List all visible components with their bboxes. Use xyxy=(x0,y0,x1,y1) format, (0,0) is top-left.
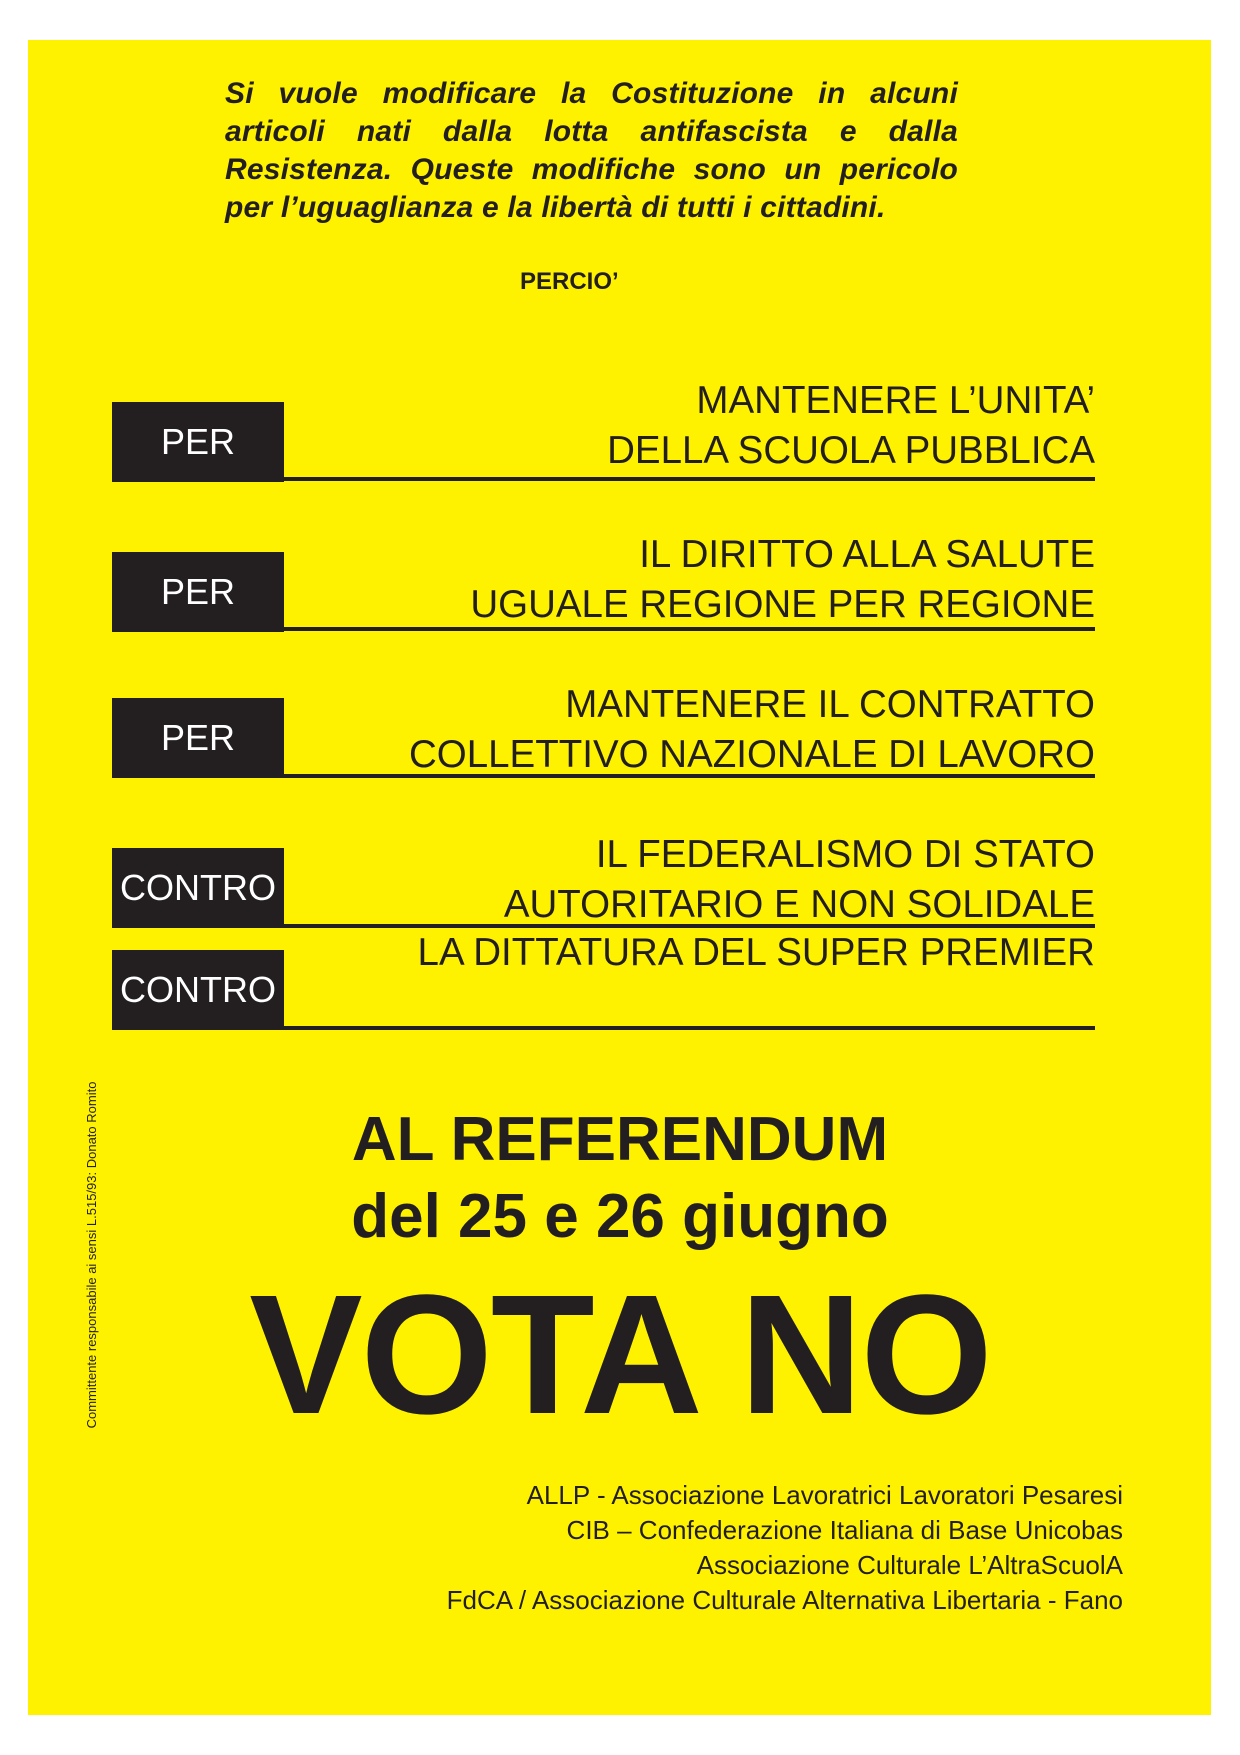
organizations-list xyxy=(447,1478,1123,1618)
list-item xyxy=(112,830,1095,930)
list-item xyxy=(112,380,1095,480)
item-line: IL FEDERALISMO DI STATO xyxy=(595,833,1095,876)
per-badge: PER xyxy=(112,552,284,632)
legal-sidenote: Committente responsabile ai sensi L.515/93: Donato Romito xyxy=(84,1081,99,1429)
list-item xyxy=(112,931,1095,1040)
headline-referendum: AL REFERENDUM xyxy=(351,1105,889,1174)
item-text xyxy=(607,376,1095,476)
item-line: MANTENERE L’UNITA’ xyxy=(696,379,1095,422)
contro-badge: CONTRO xyxy=(112,950,284,1030)
organization-name: FdCA / Associazione Culturale Alternativa Libertaria - Fano xyxy=(446,1585,1123,1615)
item-text xyxy=(504,830,1095,930)
item-line: AUTORITARIO E NON SOLIDALE xyxy=(503,883,1095,926)
item-text xyxy=(418,928,1095,978)
item-line: COLLETTIVO NAZIONALE DI LAVORO xyxy=(408,733,1095,776)
per-badge: PER xyxy=(112,698,284,778)
underline-rule xyxy=(284,477,1095,481)
item-text xyxy=(409,680,1095,780)
list-item xyxy=(112,680,1095,780)
item-line: DELLA SCUOLA PUBBLICA xyxy=(607,429,1095,472)
underline-rule xyxy=(284,1026,1095,1030)
item-text xyxy=(470,530,1095,630)
organization-name: CIB – Confederazione Italiana di Base Unicobas xyxy=(566,1515,1123,1545)
item-line: MANTENERE IL CONTRATTO xyxy=(565,683,1095,726)
item-line: IL DIRITTO ALLA SALUTE xyxy=(639,533,1095,576)
per-badge: PER xyxy=(112,402,284,482)
vote-no-title: VOTA NO xyxy=(249,1260,991,1450)
intro-paragraph: Si vuole modificare la Costituzione in alcuni articoli nati dalla lotta antifascista e dalla Resistenza. Queste modifiche sono un pericolo per l’uguaglianza e la libertà di tutti i cittadini. xyxy=(225,77,958,224)
list-item xyxy=(112,530,1095,630)
headline-date: del 25 e 26 giugno xyxy=(351,1182,889,1251)
contro-badge: CONTRO xyxy=(112,848,284,928)
item-line: UGUALE REGIONE PER REGIONE xyxy=(470,583,1095,626)
percio-label: PERCIO’ xyxy=(520,268,619,295)
organization-name: Associazione Culturale L’AltraScuolA xyxy=(696,1550,1123,1580)
organization-name: ALLP - Associazione Lavoratrici Lavoratori Pesaresi xyxy=(526,1480,1123,1510)
item-line: LA DITTATURA DEL SUPER PREMIER xyxy=(417,931,1095,974)
